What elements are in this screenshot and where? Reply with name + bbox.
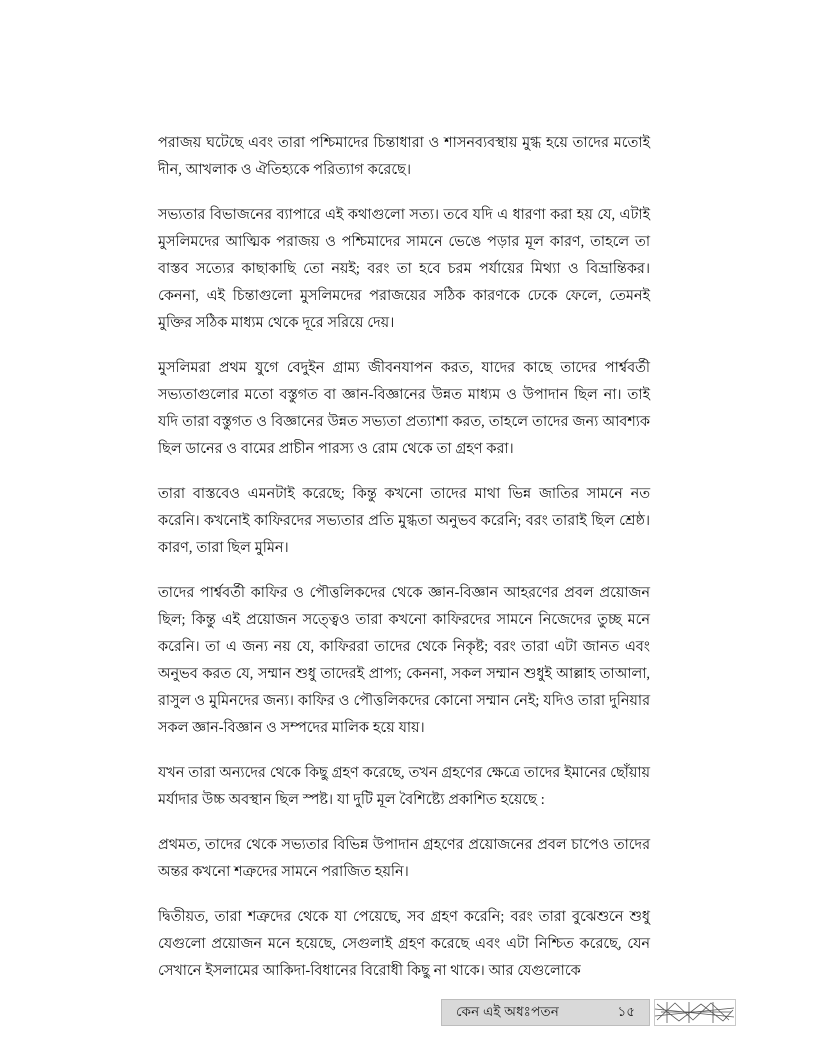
paragraph: পরাজয় ঘটেছে এবং তারা পশ্চিমাদের চিন্তাধারা ও শাসনব্যবস্থায় মুগ্ধ হয়ে তাদের মতোই দীন, আখলাক ও ঐতিহ্যকে পরিত্যাগ করেছে। (158, 135, 650, 178)
paragraph: তারা বাস্তবেও এমনটাই করেছে; কিন্তু কখনো তাদের মাথা ভিন্ন জাতির সামনে নত করেনি। কখনোই কাফিরদের সভ্যতার প্রতি মুগ্ধতা অনুভব করেনি; বরং তারাই ছিল শ্রেষ্ঠ। কারণ, তারা ছিল মুমিন। (158, 486, 650, 556)
page-footer (441, 999, 736, 1026)
paragraph: দ্বিতীয়ত, তারা শত্রুদের থেকে যা পেয়েছে, সব গ্রহণ করেনি; বরং তারা বুঝেশুনে শুধু যেগুলো প্রয়োজন মনে হয়েছে, সেগুলাই গ্রহণ করেছে এবং এটা নিশ্চিত করেছে, যেন সেখানে ইসলামের আকিদা-বিধানের বিরোধী কিছু না থাকে। আর যেগুলোকে (158, 909, 650, 979)
footer-title-band (441, 999, 650, 1026)
page-number: ১৫ (617, 1004, 635, 1019)
paragraph: তাদের পার্শ্ববর্তী কাফির ও পৌত্তলিকদের থেকে জ্ঞান-বিজ্ঞান আহরণের প্রবল প্রয়োজন ছিল; কিন্তু এই প্রয়োজন সত্ত্বেও তারা কখনো কাফিরদের সামনে নিজেদের তুচ্ছ মনে করেনি। তা এ জন্য নয় যে, কাফিররা তাদের থেকে নিকৃষ্ট; বরং তারা এটা জানত এবং অনুভব করত যে, সম্মান শুধু তাদেরই প্রাপ্য; কেননা, সকল সম্মান শুধুই আল্লাহ তাআলা, রাসুল ও মুমিনদের জন্য। কাফির ও পৌত্তলিকদের কোনো সম্মান নেই; যদিও তারা দুনিয়ার সকল জ্ঞান-বিজ্ঞান ও সম্পদের মালিক হয়ে যায়। (158, 585, 650, 736)
paragraph: যখন তারা অন্যদের থেকে কিছু গ্রহণ করেছে, তখন গ্রহণের ক্ষেত্রে তাদের ইমানের ছোঁয়ায় মর্যাদার উচ্চ অবস্থান ছিল স্পষ্ট। যা দুটি মূল বৈশিষ্ট্যে প্রকাশিত হয়েছে : (158, 765, 650, 808)
paragraph: প্রথমত, তাদের থেকে সভ্যতার বিভিন্ন উপাদান গ্রহণের প্রয়োজনের প্রবল চাপেও তাদের অন্তর কখনো শত্রুদের সামনে পরাজিত হয়নি। (158, 837, 650, 880)
paragraph: মুসলিমরা প্রথম যুগে বেদুইন গ্রাম্য জীবনযাপন করত, যাদের কাছে তাদের পার্শ্ববর্তী সভ্যতাগুলোর মতো বস্তুগত বা জ্ঞান-বিজ্ঞানের উন্নত মাধ্যম ও উপাদান ছিল না। তাই যদি তারা বস্তুগত ও বিজ্ঞানের উন্নত সভ্যতা প্রত্যাশা করত, তাহলে তাদের জন্য আবশ্যক ছিল ডানের ও বামের প্রাচীন পারস্য ও রোম থেকে তা গ্রহণ করা। (158, 360, 650, 457)
book-title: কেন এই অধঃপতন (456, 1004, 560, 1019)
paragraph: সভ্যতার বিভাজনের ব্যাপারে এই কথাগুলো সত্য। তবে যদি এ ধারণা করা হয় যে, এটাই মুসলিমদের আত্মিক পরাজয় ও পশ্চিমাদের সামনে ভেঙে পড়ার মূল কারণ, তাহলে তা বাস্তব সত্যের কাছাকাছি তো নয়ই; বরং তা হবে চরম পর্যায়ের মিথ্যা ও বিভ্রান্তিকর। কেননা, এই চিন্তাগুলো মুসলিমদের পরাজয়ের সঠিক কারণকে ঢেকে ফেলে, তেমনই মুক্তির সঠিক মাধ্যম থেকে দূরে সরিয়ে দেয়। (158, 207, 650, 331)
scribble-ornament-icon (654, 999, 736, 1026)
body-text (158, 130, 650, 985)
